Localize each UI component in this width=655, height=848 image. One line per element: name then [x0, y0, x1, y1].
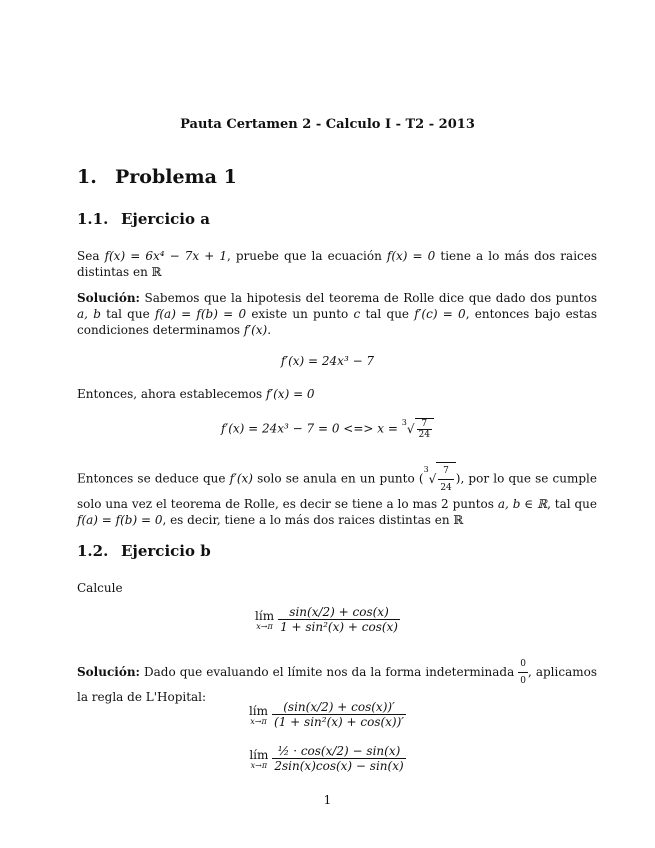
section-label: Problema 1 [115, 166, 237, 188]
text: , tal que [547, 497, 598, 511]
text: tal que [360, 307, 415, 321]
cube-root: $^3$√ $\frac{7}{24}$ [402, 418, 434, 440]
section-heading [77, 166, 237, 188]
equation-derived-limit [0, 744, 655, 773]
fraction-numerator: 7 [421, 419, 428, 429]
limit-fraction [272, 744, 405, 773]
math: f′(x) = 0 [265, 387, 315, 401]
fraction-denominator: 1 + sin²(x) + cos(x) [280, 620, 398, 634]
fraction-denominator: 24 [418, 430, 430, 440]
limit-word: lím [249, 747, 269, 762]
calcule-text: Calcule [77, 581, 123, 595]
math: f′(x) = 24x³ − 7 = 0 <=> x = [221, 421, 402, 436]
math: f′(x) [229, 471, 253, 486]
fraction-denominator: 2sin(x)cos(x) − sin(x) [274, 759, 404, 773]
text: Entonces, ahora establecemos [77, 387, 266, 401]
subsection-number-b: 1.2. [77, 542, 109, 560]
text: , es decir, tiene a lo más dos raices distintas en ℝ [162, 513, 464, 527]
subsection-label-b: Ejercicio b [121, 542, 211, 560]
subsection-number-a: 1.1. [77, 210, 109, 228]
fraction-numerator: sin(x/2) + cos(x) [289, 605, 389, 619]
limit-word: lím [248, 703, 269, 718]
fraction-numerator: 0 [520, 659, 527, 669]
root-index: 3 [401, 418, 407, 427]
problem-statement-a [77, 248, 597, 280]
text: , entonces bajo estas condiciones determinamos [77, 307, 597, 337]
limit-subscript: x→π [250, 716, 267, 726]
page-number: 1 [323, 793, 332, 807]
limit-fraction [278, 605, 400, 634]
fraction-numerator: ½ · cos(x/2) − sin(x) [277, 744, 401, 758]
text: Sabemos que la hipotesis del teorema de Rolle dice que dado dos puntos [139, 291, 597, 305]
cube-root: $^3$√ $\frac{7}{24}$ [424, 462, 456, 496]
text: tiene a lo más dos raices distintas en ℝ [77, 249, 598, 279]
limit-subscript: x→π [250, 760, 268, 770]
text: Dado que evaluando el límite nos da la forma indeterminada [139, 665, 519, 679]
math: f(x) = 0 [386, 249, 436, 263]
text: , pruebe que la ecuación [226, 249, 387, 263]
solution-paragraph-b [77, 656, 597, 705]
solution-label: Solución: [77, 291, 140, 305]
text: Sea [77, 249, 105, 263]
math: f(x) = 6x⁴ − 7x + 1 [104, 249, 227, 263]
root-index: 3 [423, 465, 429, 474]
fraction-denominator: (1 + sin²(x) + cos(x))′ [274, 715, 405, 729]
math: a, b ∈ ℝ [497, 497, 548, 511]
paragraph-set-zero [77, 386, 597, 402]
equation-root [0, 418, 655, 440]
math: a, b [77, 307, 101, 321]
math: c [353, 307, 361, 321]
solution-label: Solución: [77, 665, 140, 679]
math: f′(c) = 0 [414, 307, 466, 321]
fraction-denominator: 24 [438, 479, 453, 496]
equation-derivative: f′(x) = 24x³ − 7 [280, 354, 375, 368]
limit-subscript: x→π [256, 621, 273, 631]
conclusion-paragraph-a [77, 462, 597, 528]
subsection-heading-a [77, 210, 210, 228]
text: Entonces se deduce que [77, 471, 230, 486]
equation-limit [0, 605, 655, 634]
math: f(a) = f(b) = 0 [154, 307, 247, 321]
math: f′(x) [243, 323, 268, 337]
subsection-heading-b [77, 542, 211, 560]
document-title: Pauta Certamen 2 - Calculo I - T2 - 2013 [180, 117, 475, 132]
fraction-denominator: 0 [518, 672, 528, 689]
fraction-numerator: 7 [443, 466, 449, 476]
text: , aplicamos la regla de L'Hopital: [77, 665, 597, 704]
limit-operator [255, 609, 274, 631]
subsection-label-a: Ejercicio a [121, 210, 210, 228]
text: tal que [100, 307, 155, 321]
text: ), por lo que se cumple solo una vez el teorema de Rolle, es decir se tiene a lo mas 2 puntos [77, 471, 597, 511]
equation-lhopital [0, 700, 655, 729]
text: . [267, 323, 272, 337]
text: solo se anula en un punto ( [252, 471, 424, 486]
limit-fraction [272, 700, 406, 729]
math: f(a) = f(b) = 0 [77, 513, 163, 527]
limit-operator [249, 748, 268, 770]
section-number: 1. [77, 166, 97, 188]
indeterminate-fraction [518, 656, 528, 689]
solution-paragraph-a [77, 290, 597, 338]
limit-word: lím [255, 608, 275, 623]
limit-operator [249, 704, 268, 726]
text: existe un punto [246, 307, 354, 321]
fraction-numerator: (sin(x/2) + cos(x))′ [283, 700, 395, 714]
